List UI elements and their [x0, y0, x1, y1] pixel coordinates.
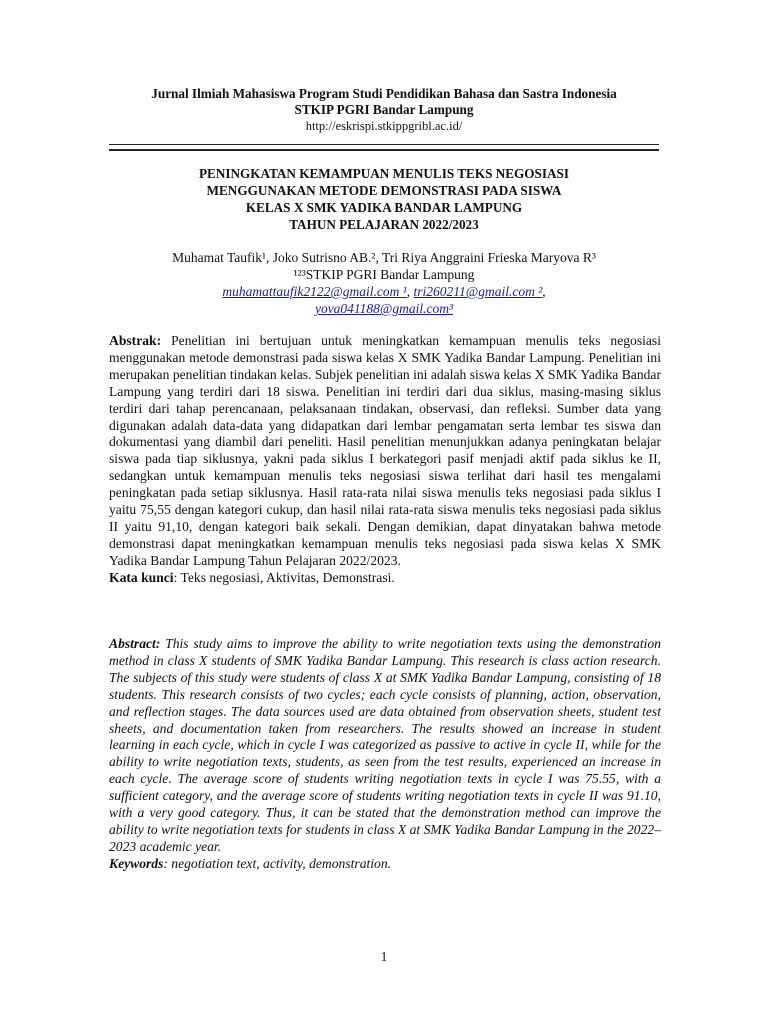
title-line: MENGGUNAKAN METODE DEMONSTRASI PADA SISWA	[206, 183, 562, 198]
abstract-paragraph	[109, 636, 661, 856]
keywords-label: Keywords	[109, 855, 164, 871]
abstrak-paragraph	[109, 333, 661, 570]
email-separator: ,	[406, 284, 414, 299]
author-affiliation: ¹²³STKIP PGRI Bandar Lampung	[293, 267, 475, 282]
header-rule-thick	[109, 149, 659, 151]
journal-url: http://eskrispi.stkippgribl.ac.id/	[305, 119, 463, 133]
kata-kunci-text: : Teks negosiasi, Aktivitas, Demonstrasi.	[173, 569, 395, 585]
author-emails	[0, 283, 768, 300]
email-link-3[interactable]: yova041188@gmail.com³	[314, 301, 454, 316]
journal-header	[0, 86, 768, 134]
kata-kunci-line	[109, 570, 661, 587]
abstrak-section	[109, 333, 661, 587]
abstrak-label: Abstrak:	[109, 333, 162, 348]
author-block	[0, 249, 768, 317]
kata-kunci-label: Kata kunci	[109, 569, 174, 585]
title-line: PENINGKATAN KEMAMPUAN MENULIS TEKS NEGOSIASI	[198, 166, 570, 181]
keywords-text: : negotiation text, activity, demonstration.	[163, 855, 392, 871]
title-line: KELAS X SMK YADIKA BANDAR LAMPUNG	[245, 200, 523, 215]
author-emails-line2	[0, 300, 768, 317]
abstract-section	[109, 636, 661, 873]
email-separator-end: ,	[542, 284, 546, 299]
abstract-text: This study aims to improve the ability to write negotiation texts using the demonstration method in class X students of SMK Yadika Bandar Lampung. This research is class action research. The subjects of this study were students of class X at SMK Yadika Bandar Lampung, consisting of 18 students. This research consists of two cycles; each cycle consists of planning, action, observation, and reflection stages. The data sources used are data obtained from observation sheets, student test sheets, and documentation taken from researchers. The results showed an increase in student learning in each cycle, which in cycle I was categorized as passive to active in cycle II, while for the ability to write negotiation texts, students, as seen from the test results, experienced an increase in each cycle. The average score of students writing negotiation texts in cycle I was 75.55, with a sufficient category, and the average score of students writing negotiation texts in cycle II was 91.10, with a very good category. Thus, it can be stated that the demonstration method can improve the ability to write negotiation texts for students in class X at SMK Yadika Bandar Lampung in the 2022–2023 academic year.	[109, 636, 661, 854]
email-link-2[interactable]: tri260211@gmail.com ²	[413, 284, 543, 299]
paper-title	[0, 165, 768, 233]
journal-name: Jurnal Ilmiah Mahasiswa Program Studi Pendidikan Bahasa dan Sastra Indonesia	[151, 86, 617, 101]
keywords-line	[109, 856, 661, 873]
abstract-label: Abstract:	[109, 636, 161, 651]
header-rule-thin	[109, 144, 659, 145]
abstrak-text: Penelitian ini bertujuan untuk meningkatkan kemampuan menulis teks negosiasi menggunakan metode demonstrasi pada siswa kelas X SMK Yadika Bandar Lampung. Penelitian ini merupakan penelitian tindakan kelas. Subjek penelitian ini adalah siswa kelas X SMK Yadika Bandar Lampung yang terdiri dari 18 siswa. Penelitian ini terdiri dari dua siklus, masing-masing siklus terdiri dari tahap perencanaan, pelaksanaan tindakan, observasi, dan refleksi. Sumber data yang digunakan adalah data-data yang didapatkan dari lembar pengamatan serta lembar tes siswa dan dokumentasi yang diambil dari peneliti. Hasil penelitian menunjukkan adanya peningkatan belajar siswa pada tiap siklusnya, yakni pada siklus I berkategori pasif menjadi aktif pada siklus ke II, sedangkan untuk kemampuan menulis teks negosiasi siswa terlihat dari hasil tes mengalami peningkatan pada setiap siklusnya. Hasil rata-rata nilai siswa menulis teks negosiasi pada siklus I yaitu 75,55 dengan kategori cukup, dan hasil nilai rata-rata siswa menulis teks negosiasi pada siklus II yaitu 91,10, dengan kategori baik sekali. Dengan demikian, dapat dinyatakan bahwa metode demonstrasi dapat meningkatkan kemampuan menulis teks negosiasi pada siswa kelas X SMK Yadika Bandar Lampung Tahun Pelajaran 2022/2023.	[109, 333, 661, 568]
title-line: TAHUN PELAJARAN 2022/2023	[289, 217, 479, 232]
email-link-1[interactable]: muhamattaufik2122@gmail.com ¹	[222, 284, 407, 299]
journal-institution: STKIP PGRI Bandar Lampung	[294, 102, 474, 117]
page-number: 1	[380, 949, 388, 964]
author-names: Muhamat Taufik¹, Joko Sutrisno AB.², Tri Riya Anggraini Frieska Maryova R³	[172, 250, 596, 265]
